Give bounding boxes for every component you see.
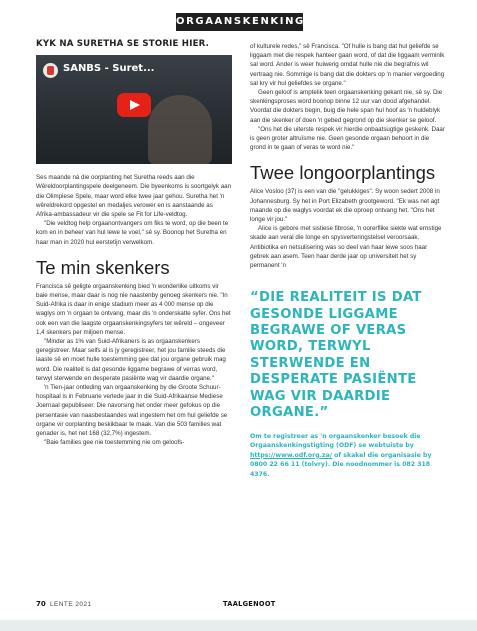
video-thumbnail-person	[148, 95, 212, 164]
registration-info	[250, 432, 445, 480]
body-paragraph-3: 'n Tien-jaar ontleding van orgaanskenking by die Groote Schuur-hospitaal is in Februarie verlede jaar in die Suid-Afrikaanse Mediese Joernaal gepubliseer. Die navorsing het onder meer gefokus op die persentasie van naasbestaandes wat ingestem het om hul geliefde se organe vir oorplanting beskikbaar te maak. Van die 503 families wat genader is, het net 168 (32,7%) ingestem.	[36, 384, 228, 438]
heading-twee-longoorplantings: Twee longoorplantings	[250, 162, 436, 184]
body-paragraph-2: "Minder as 1% van Suid-Afrikaners is as orgaanskenkers geregistreer. Maar selfs al is jy geregistreer, het jou familie steeds die laaste sê en moet hulle toestemming gee dat jou organe gebruik mag word. Die realiteit is dat gesonde liggame begrawe of verras word, terwyl sterwende en desperate pasiënte wag vir daardie organe."	[36, 338, 226, 382]
intro-paragraph-2: "Die veldtog help orgaanontvangers om fiks te word, op die been te kom en in beheer van hul lewe te voel," sê sy. Boonop het Suretha en haar man in 2020 hul eerstetijn verwelkom.	[36, 220, 229, 246]
body-paragraph-4: "Baie families gee nie toestemming nie om geloofs-	[44, 439, 185, 447]
page-number: 70	[36, 600, 46, 608]
right-column	[250, 42, 445, 479]
right-paragraph-1: of kulturele redes," sê Francisca. "Of hulle is bang dat hul geliefde se liggaam met die respek hanteer gaan word, of dat die liggaam verminlk sal word. Ander is weer huiwerig omdat hulle nie die begrafnis wil vertraag nie. Sommige is bang dat die dokters op 'n manier vergoeding sal kry vir hul geliefdes se organe."	[250, 43, 445, 87]
issue-label: LENTE 2021	[50, 600, 92, 608]
info-text-before: Om te registreer as 'n orgaanskenker besoek die Orgaanskenkingstigting (ODF) se webtuiste by	[250, 432, 421, 450]
right-paragraph-5: Alice is gebore met sistiese fibrose, 'n oorerflike siekte wat ernstige skade aan veral die longe en spysverteringstelsel veroorsaak. Antibiotika en netsulisering was so deel van haar lewe soos haar gebrek aan asem. Teen haar derde jaar op universiteit het sy permanent 'n	[250, 225, 442, 270]
section-tag: ORGAANSKENKING	[176, 13, 303, 31]
bottom-bar	[0, 620, 477, 631]
pull-quote: “DIE REALITEIT IS DAT GESONDE LIGGAME BEGRAWE OF VERAS WORD, TERWYL STERWENDE EN DESPERATE PASIËNTE WAG VIR DAARDIE ORGANE.”	[250, 290, 422, 421]
body-paragraph-1: Francisca sê geligte orgaanskenking bied 'n wonderlike uitkoms vir baie mense, maar daar is nog nie naastenby genoeg skenkers nie. "In Suid-Afrika is daar in enige stadium meer as 4 000 mense op die waglys om 'n orgaan te ontvang, maar dis 'n onderskatte syfer. Ons het ook een van die laagste orgaanskenkingsyfers ter wêreld – ongeveer 1,4 skenkers per miljoen mense.	[36, 282, 231, 336]
video-prompt: KYK NA SURETHA SE STORIE HIER.	[36, 39, 210, 49]
page-footer	[36, 600, 446, 610]
odf-website-link[interactable]: https://www.odf.org.za/	[250, 451, 333, 459]
magazine-brand: TAALGENOOT	[223, 600, 276, 608]
video-title[interactable]: SANBS - Suret...	[63, 63, 155, 75]
left-column	[36, 40, 232, 447]
video-embed[interactable]	[36, 55, 232, 164]
right-paragraph-4: Alice Vosloo (37) is een van die "gelukkiges". Sy woon sedert 2008 in Johannesburg. Sy het in Port Elizabeth grootgeword. "Ek was net agt maande op die waglys voordat ek die oproep ontvang het. "Ons het longe vir jou."	[250, 188, 440, 224]
play-icon[interactable]	[117, 93, 151, 117]
heading-te-min-skenkers: Te min skenkers	[36, 256, 170, 278]
info-text-after: of skakel die organisasie by 0800 22 66 11 (tolvry). Die noodnommer is 082 318 4376.	[250, 451, 432, 478]
intro-paragraph-1: Ses maande ná die oorplanting het Suretha reeds aan die Wêreldoorplantingspele deelgeneem. Die byeenkoms is soortgelyk aan die Olimpiese Spele, maar word elke twee jaar gehou. Suretha het 'n wêreldrekord opgestel en medaljes verower en is aanstaande as Afrika-ambassadeur vir die spele se Fit for Life-veldtog.	[36, 174, 232, 219]
right-paragraph-3: "Ons het die uiterste respek vir hierdie onbaatsugtige geskenk. Daar is geen groter altruïsme nie. Geen gesonde orgaan behoort in die grond in te gaan of veras te word nie."	[250, 125, 445, 152]
right-paragraph-2: Geen geloof is amptelik teen orgaanskenking gekant nie, sê sy. Die skenkingsproses word boonop binne 12 uur van dood afgehandel. Voordat die dokters begin, buig die hele span hul hoof as 'n huldeblyk aan die skenker of doen 'n gebed gegrond op die skenker se geloof.	[250, 89, 443, 124]
